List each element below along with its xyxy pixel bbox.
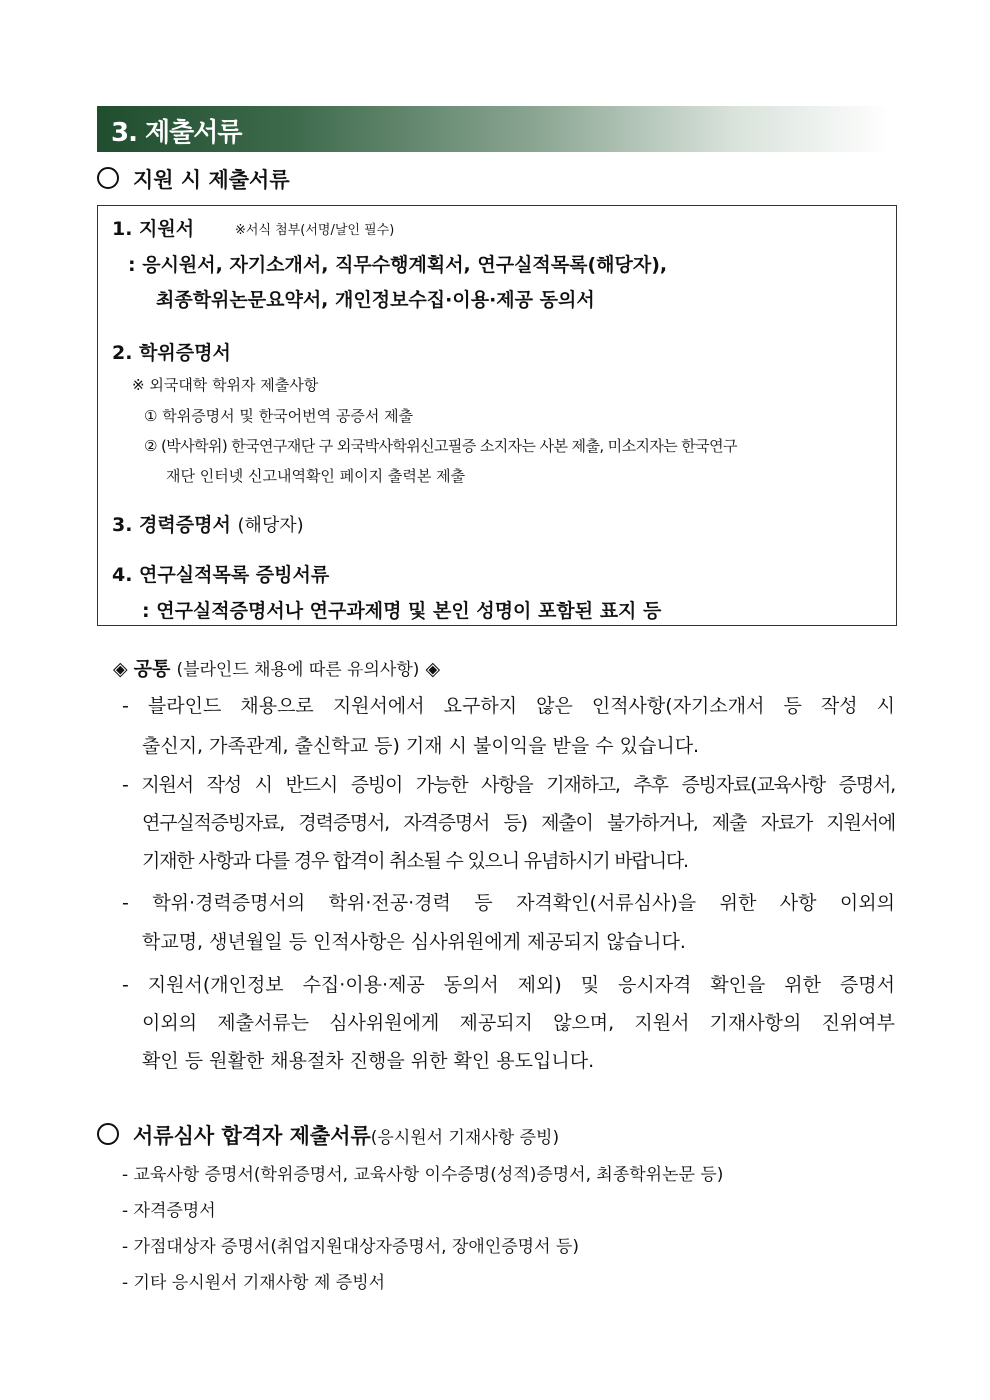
circle-bullet-icon	[97, 1123, 119, 1145]
item2-note: ※ 외국대학 학위자 제출사항	[132, 376, 319, 394]
common-bullet-2-line3: 기재한 사항과 다를 경우 합격이 취소될 수 있으니 유념하시기 바랍니다.	[142, 850, 688, 872]
item2-title: 2. 학위증명서	[112, 342, 231, 364]
item3-title	[112, 510, 304, 537]
item1-title: 1. 지원서	[112, 218, 195, 240]
common-title: 공통	[133, 658, 171, 680]
heading-application-documents	[97, 164, 290, 194]
common-bullet-3-line2: 학교명, 생년월일 등 인적사항은 심사위원에게 제공되지 않습니다.	[142, 931, 686, 953]
pass-list-item: - 가점대상자 증명서(취업지원대상자증명서, 장애인증명서 등)	[122, 1237, 579, 1257]
common-heading	[113, 654, 440, 681]
item3-suffix: (해당자)	[237, 515, 304, 536]
item2-sub2a: ② (박사학위) 한국연구재단 구 외국박사학위신고필증 소지자는 사본 제출, 미소지자는 한국연구	[144, 437, 737, 455]
common-bullet-4-line3: 확인 등 원활한 채용절차 진행을 위한 확인 용도입니다.	[142, 1050, 595, 1072]
pass-list-item: - 자격증명서	[122, 1201, 216, 1221]
item1-line1: : 응시원서, 자기소개서, 직무수행계획서, 연구실적목록(해당자),	[128, 254, 668, 276]
common-bullet-4-line2: 이외의 제출서류는 심사위원에게 제공되지 않으며, 지원서 기재사항의 진위여부	[142, 1012, 895, 1034]
circle-bullet-icon	[97, 167, 119, 189]
heading2-text: 서류심사 합격자 제출서류	[133, 1124, 371, 1148]
common-bullet-2-line1: - 지원서 작성 시 반드시 증빙이 가능한 사항을 기재하고, 추후 증빙자료(교육사항 증명서,	[122, 774, 895, 796]
heading2-sub: (응시원서 기재사항 증빙)	[370, 1128, 560, 1148]
common-bullet-4-line1: - 지원서(개인정보 수집·이용·제공 동의서 제외) 및 응시자격 확인을 위한 증명서	[122, 974, 895, 996]
common-bullet-1-line1: - 블라인드 채용으로 지원서에서 요구하지 않은 인적사항(자기소개서 등 작성 시	[122, 695, 895, 717]
pass-list-item: - 교육사항 증명서(학위증명서, 교육사항 이수증명(성적)증명서, 최종학위논문 등)	[122, 1165, 724, 1185]
section-title: 3. 제출서류	[111, 118, 242, 148]
item3-title-text: 3. 경력증명서	[112, 514, 231, 536]
documents-box	[97, 205, 897, 626]
item2-sub2b: 재단 인터넷 신고내역확인 페이지 출력본 제출	[166, 467, 466, 485]
common-bullet-3-line1: - 학위·경력증명서의 학위·전공·경력 등 자격확인(서류심사)을 위한 사항 이외의	[122, 892, 895, 914]
heading-passer-documents	[97, 1120, 559, 1150]
diamond-icon: ◈	[425, 658, 441, 680]
item4-title: 4. 연구실적목록 증빙서류	[112, 564, 330, 586]
heading-text: 지원 시 제출서류	[133, 168, 290, 192]
common-bullet-2-line2: 연구실적증빙자료, 경력증명서, 자격증명서 등) 제출이 불가하거나, 제출 자료가 지원서에	[142, 812, 895, 834]
item1-note: ※서식 첨부(서명/날인 필수)	[235, 223, 395, 238]
item2-sub1: ① 학위증명서 및 한국어번역 공증서 제출	[144, 407, 414, 425]
item1-line2: 최종학위논문요약서, 개인정보수집·이용·제공 동의서	[156, 289, 595, 311]
diamond-icon: ◈	[113, 658, 128, 680]
item4-line1: : 연구실적증명서나 연구과제명 및 본인 성명이 포함된 표지 등	[142, 600, 662, 622]
section-banner	[97, 106, 892, 152]
pass-list-item: - 기타 응시원서 기재사항 제 증빙서	[122, 1273, 386, 1293]
common-bullet-1-line2: 출신지, 가족관계, 출신학교 등) 기재 시 불이익을 받을 수 있습니다.	[142, 735, 700, 757]
common-subtitle: (블라인드 채용에 따른 유의사항)	[176, 660, 420, 680]
